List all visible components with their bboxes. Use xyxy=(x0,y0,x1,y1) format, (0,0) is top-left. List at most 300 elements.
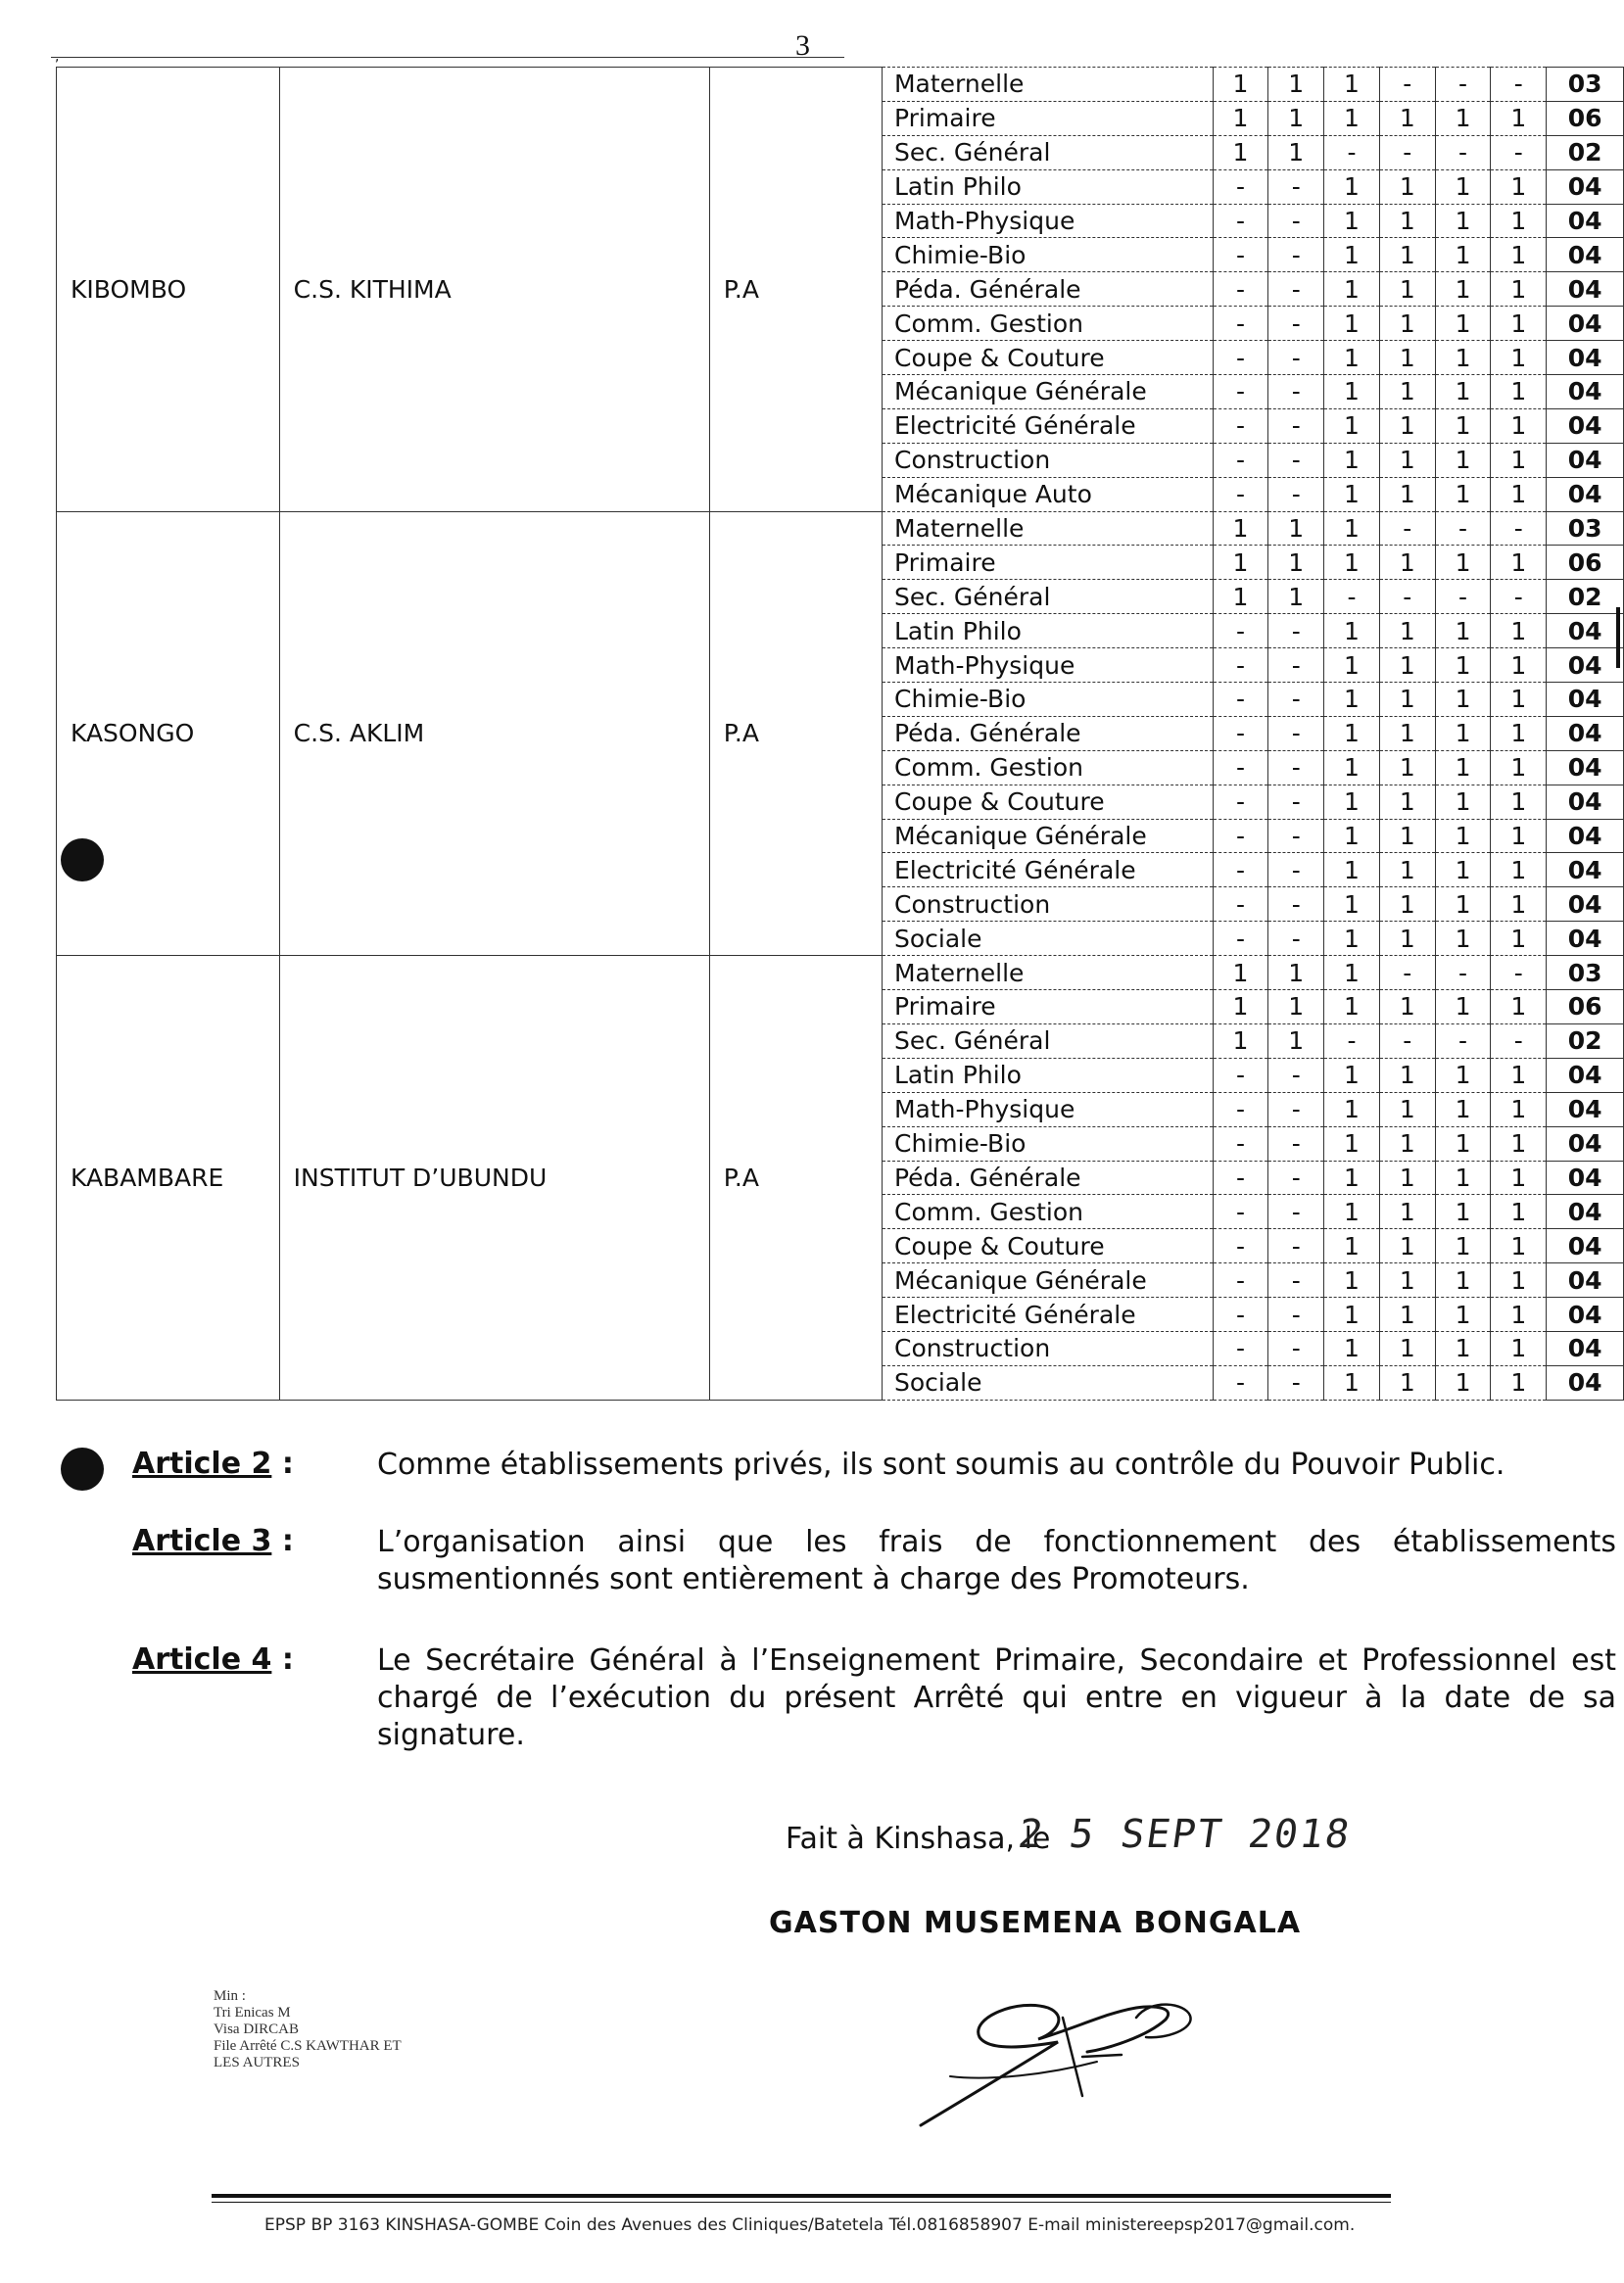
class-count-cell: 1 xyxy=(1491,101,1547,135)
table-row xyxy=(57,511,1624,546)
class-count-cell: 1 xyxy=(1324,101,1380,135)
handwritten-signature xyxy=(911,1959,1234,2135)
option-cell: Mécanique Auto xyxy=(882,477,1213,511)
class-count-cell: 1 xyxy=(1491,819,1547,853)
class-count-cell: 1 xyxy=(1491,1263,1547,1298)
class-count-cell: 1 xyxy=(1491,1092,1547,1126)
class-count-cell: 1 xyxy=(1435,1263,1491,1298)
class-count-cell: 1 xyxy=(1435,990,1491,1024)
class-count-cell: 1 xyxy=(1435,750,1491,785)
class-count-cell: - xyxy=(1213,614,1268,648)
class-count-cell: 1 xyxy=(1379,683,1435,717)
class-count-cell: 1 xyxy=(1435,1092,1491,1126)
class-count-cell: 1 xyxy=(1491,1195,1547,1229)
class-count-cell: 1 xyxy=(1324,1058,1380,1092)
article-label xyxy=(132,1524,367,1558)
class-count-cell: 1 xyxy=(1324,169,1380,204)
class-count-cell: - xyxy=(1268,887,1324,922)
class-count-cell: 1 xyxy=(1379,1298,1435,1332)
total-cell: 06 xyxy=(1547,101,1624,135)
class-count-cell: - xyxy=(1379,511,1435,546)
class-count-cell: 1 xyxy=(1324,785,1380,819)
class-count-cell: 1 xyxy=(1324,1126,1380,1161)
article-label-text: Article 4 xyxy=(132,1642,272,1677)
option-cell: Maternelle xyxy=(882,956,1213,990)
option-cell: Latin Philo xyxy=(882,1058,1213,1092)
class-count-cell: - xyxy=(1213,1058,1268,1092)
option-cell: Construction xyxy=(882,1331,1213,1365)
signoff-place: Fait à Kinshasa, le xyxy=(786,1822,1051,1856)
class-count-cell: - xyxy=(1268,1263,1324,1298)
class-count-cell: 1 xyxy=(1268,956,1324,990)
total-cell: 02 xyxy=(1547,580,1624,614)
class-count-cell: 1 xyxy=(1435,1229,1491,1263)
class-count-cell: 1 xyxy=(1213,68,1268,102)
total-cell: 04 xyxy=(1547,204,1624,238)
class-count-cell: 1 xyxy=(1491,204,1547,238)
class-count-cell: 1 xyxy=(1379,922,1435,956)
total-cell: 04 xyxy=(1547,1229,1624,1263)
class-count-cell: - xyxy=(1213,1331,1268,1365)
routing-line: File Arrêté C.S KAWTHAR ET xyxy=(214,2038,402,2054)
total-cell: 03 xyxy=(1547,68,1624,102)
class-count-cell: - xyxy=(1268,307,1324,341)
school-cell: C.S. AKLIM xyxy=(279,511,709,956)
option-cell: Sec. Général xyxy=(882,580,1213,614)
class-count-cell: 1 xyxy=(1324,1092,1380,1126)
option-cell: Sec. Général xyxy=(882,135,1213,169)
class-count-cell: - xyxy=(1213,238,1268,272)
status-cell: P.A xyxy=(709,68,882,512)
total-cell: 04 xyxy=(1547,819,1624,853)
class-count-cell: 1 xyxy=(1379,169,1435,204)
class-count-cell: 1 xyxy=(1324,922,1380,956)
total-cell: 04 xyxy=(1547,1058,1624,1092)
page-number: 3 xyxy=(795,29,810,62)
class-count-cell: 1 xyxy=(1491,1229,1547,1263)
class-count-cell: 1 xyxy=(1491,1058,1547,1092)
class-count-cell: 1 xyxy=(1324,511,1380,546)
class-count-cell: - xyxy=(1268,443,1324,477)
class-count-cell: 1 xyxy=(1379,853,1435,887)
total-cell: 03 xyxy=(1547,956,1624,990)
class-count-cell: - xyxy=(1213,1229,1268,1263)
class-count-cell: 1 xyxy=(1435,375,1491,409)
option-cell: Coupe & Couture xyxy=(882,785,1213,819)
class-count-cell: 1 xyxy=(1379,750,1435,785)
class-count-cell: 1 xyxy=(1435,1195,1491,1229)
class-count-cell: 1 xyxy=(1379,272,1435,307)
location-cell: KIBOMBO xyxy=(57,68,280,512)
class-count-cell: - xyxy=(1268,238,1324,272)
class-count-cell: 1 xyxy=(1379,1229,1435,1263)
class-count-cell: 1 xyxy=(1379,443,1435,477)
class-count-cell: 1 xyxy=(1491,546,1547,580)
class-count-cell: 1 xyxy=(1435,443,1491,477)
class-count-cell: - xyxy=(1213,648,1268,683)
class-count-cell: - xyxy=(1435,580,1491,614)
class-count-cell: 1 xyxy=(1435,238,1491,272)
class-count-cell: 1 xyxy=(1435,648,1491,683)
class-count-cell: 1 xyxy=(1324,990,1380,1024)
class-count-cell: - xyxy=(1213,307,1268,341)
class-count-cell: 1 xyxy=(1491,238,1547,272)
total-cell: 04 xyxy=(1547,238,1624,272)
option-cell: Primaire xyxy=(882,990,1213,1024)
class-count-cell: 1 xyxy=(1435,614,1491,648)
class-count-cell: 1 xyxy=(1491,716,1547,750)
school-cell: INSTITUT D’UBUNDU xyxy=(279,956,709,1401)
class-count-cell: - xyxy=(1435,1023,1491,1058)
class-count-cell: 1 xyxy=(1435,853,1491,887)
total-cell: 04 xyxy=(1547,408,1624,443)
class-count-cell: 1 xyxy=(1324,887,1380,922)
class-count-cell: 1 xyxy=(1435,272,1491,307)
option-cell: Math-Physique xyxy=(882,204,1213,238)
total-cell: 04 xyxy=(1547,1331,1624,1365)
class-count-cell: 1 xyxy=(1324,1229,1380,1263)
option-cell: Comm. Gestion xyxy=(882,750,1213,785)
class-count-cell: - xyxy=(1491,1023,1547,1058)
routing-line: LES AUTRES xyxy=(214,2055,300,2070)
class-count-cell: - xyxy=(1213,272,1268,307)
class-count-cell: 1 xyxy=(1379,1365,1435,1400)
footer-rule xyxy=(212,2194,1391,2198)
class-count-cell: 1 xyxy=(1324,819,1380,853)
class-count-cell: - xyxy=(1213,1365,1268,1400)
class-count-cell: 1 xyxy=(1324,307,1380,341)
option-cell: Chimie-Bio xyxy=(882,238,1213,272)
class-count-cell: 1 xyxy=(1435,1126,1491,1161)
class-count-cell: 1 xyxy=(1268,580,1324,614)
class-count-cell: 1 xyxy=(1435,887,1491,922)
class-count-cell: - xyxy=(1491,68,1547,102)
option-cell: Sociale xyxy=(882,1365,1213,1400)
establishments-table-body xyxy=(57,68,1624,1401)
option-cell: Sociale xyxy=(882,922,1213,956)
article-label-separator: : xyxy=(281,1524,294,1558)
total-cell: 04 xyxy=(1547,648,1624,683)
class-count-cell: - xyxy=(1213,853,1268,887)
class-count-cell: 1 xyxy=(1491,750,1547,785)
option-cell: Péda. Générale xyxy=(882,272,1213,307)
total-cell: 06 xyxy=(1547,546,1624,580)
class-count-cell: 1 xyxy=(1379,990,1435,1024)
class-count-cell: 1 xyxy=(1324,1331,1380,1365)
class-count-cell: - xyxy=(1213,683,1268,717)
class-count-cell: - xyxy=(1268,1058,1324,1092)
class-count-cell: - xyxy=(1268,750,1324,785)
class-count-cell: 1 xyxy=(1268,511,1324,546)
class-count-cell: - xyxy=(1213,1195,1268,1229)
article-label-text: Article 3 xyxy=(132,1524,272,1558)
class-count-cell: - xyxy=(1379,68,1435,102)
class-count-cell: 1 xyxy=(1491,307,1547,341)
class-count-cell: - xyxy=(1268,1092,1324,1126)
total-cell: 04 xyxy=(1547,922,1624,956)
class-count-cell: - xyxy=(1379,956,1435,990)
class-count-cell: 1 xyxy=(1491,853,1547,887)
option-cell: Electricité Générale xyxy=(882,408,1213,443)
total-cell: 04 xyxy=(1547,1161,1624,1195)
class-count-cell: 1 xyxy=(1324,204,1380,238)
class-count-cell: 1 xyxy=(1491,1161,1547,1195)
class-count-cell: 1 xyxy=(1379,375,1435,409)
total-cell: 04 xyxy=(1547,614,1624,648)
class-count-cell: - xyxy=(1268,853,1324,887)
article-text: Le Secrétaire Général à l’Enseignement Primaire, Secondaire et Professionnel est chargé de l’exécution du présent Arrêté qui entre en vigueur à la date de sa signature. xyxy=(377,1643,1616,1752)
option-cell: Primaire xyxy=(882,546,1213,580)
routing-note xyxy=(214,1988,402,2071)
class-count-cell: - xyxy=(1213,341,1268,375)
punch-hole-dot xyxy=(61,1448,104,1491)
corner-tick-mark: , xyxy=(55,49,60,65)
class-count-cell: 1 xyxy=(1491,477,1547,511)
class-count-cell: 1 xyxy=(1491,341,1547,375)
class-count-cell: 1 xyxy=(1324,614,1380,648)
option-cell: Mécanique Générale xyxy=(882,375,1213,409)
class-count-cell: - xyxy=(1213,1126,1268,1161)
class-count-cell: - xyxy=(1435,135,1491,169)
class-count-cell: 1 xyxy=(1213,511,1268,546)
total-cell: 04 xyxy=(1547,1126,1624,1161)
class-count-cell: 1 xyxy=(1379,101,1435,135)
class-count-cell: 1 xyxy=(1379,1331,1435,1365)
class-count-cell: 1 xyxy=(1491,683,1547,717)
class-count-cell: 1 xyxy=(1324,648,1380,683)
class-count-cell: 1 xyxy=(1324,1263,1380,1298)
total-cell: 04 xyxy=(1547,1298,1624,1332)
class-count-cell: 1 xyxy=(1379,546,1435,580)
article-label xyxy=(132,1642,367,1677)
class-count-cell: - xyxy=(1268,408,1324,443)
option-cell: Péda. Générale xyxy=(882,716,1213,750)
class-count-cell: 1 xyxy=(1379,238,1435,272)
class-count-cell: - xyxy=(1213,819,1268,853)
class-count-cell: - xyxy=(1268,1161,1324,1195)
article-label-text: Article 2 xyxy=(132,1447,272,1481)
class-count-cell: 1 xyxy=(1491,169,1547,204)
class-count-cell: 1 xyxy=(1379,648,1435,683)
class-count-cell: 1 xyxy=(1213,135,1268,169)
class-count-cell: 1 xyxy=(1324,238,1380,272)
class-count-cell: 1 xyxy=(1379,307,1435,341)
class-count-cell: 1 xyxy=(1435,204,1491,238)
class-count-cell: 1 xyxy=(1324,956,1380,990)
class-count-cell: 1 xyxy=(1435,546,1491,580)
class-count-cell: - xyxy=(1268,819,1324,853)
class-count-cell: 1 xyxy=(1435,819,1491,853)
routing-line: Visa DIRCAB xyxy=(214,2021,300,2037)
establishments-table xyxy=(56,67,1624,1401)
class-count-cell: 1 xyxy=(1435,408,1491,443)
option-cell: Chimie-Bio xyxy=(882,1126,1213,1161)
total-cell: 04 xyxy=(1547,375,1624,409)
class-count-cell: 1 xyxy=(1213,1023,1268,1058)
total-cell: 04 xyxy=(1547,1365,1624,1400)
total-cell: 04 xyxy=(1547,1092,1624,1126)
class-count-cell: 1 xyxy=(1491,990,1547,1024)
signer-name: GASTON MUSEMENA BONGALA xyxy=(769,1906,1302,1940)
total-cell: 04 xyxy=(1547,1195,1624,1229)
class-count-cell: - xyxy=(1491,956,1547,990)
class-count-cell: 1 xyxy=(1435,785,1491,819)
article-label-separator: : xyxy=(281,1642,294,1677)
edge-mark xyxy=(1616,607,1620,668)
class-count-cell: 1 xyxy=(1324,1298,1380,1332)
class-count-cell: 1 xyxy=(1435,683,1491,717)
class-count-cell: - xyxy=(1213,204,1268,238)
date-stamp: 2 5 SEPT 2018 xyxy=(1015,1812,1355,1857)
article-label-separator: : xyxy=(281,1447,294,1481)
class-count-cell: - xyxy=(1268,922,1324,956)
class-count-cell: 1 xyxy=(1435,716,1491,750)
total-cell: 03 xyxy=(1547,511,1624,546)
class-count-cell: 1 xyxy=(1379,1195,1435,1229)
class-count-cell: 1 xyxy=(1435,169,1491,204)
class-count-cell: 1 xyxy=(1324,443,1380,477)
class-count-cell: 1 xyxy=(1324,1365,1380,1400)
class-count-cell: - xyxy=(1213,1161,1268,1195)
class-count-cell: - xyxy=(1491,135,1547,169)
class-count-cell: 1 xyxy=(1379,614,1435,648)
option-cell: Mécanique Générale xyxy=(882,1263,1213,1298)
total-cell: 02 xyxy=(1547,1023,1624,1058)
article-text: L’organisation ainsi que les frais de fonctionnement des établissements susmentionnés sont entièrement à charge des Promoteurs. xyxy=(377,1525,1616,1596)
routing-line: Tri Enicas M xyxy=(214,2005,291,2021)
table-row xyxy=(57,68,1624,102)
class-count-cell: 1 xyxy=(1491,443,1547,477)
class-count-cell: - xyxy=(1268,1229,1324,1263)
class-count-cell: 1 xyxy=(1268,135,1324,169)
class-count-cell: 1 xyxy=(1324,1195,1380,1229)
class-count-cell: - xyxy=(1268,272,1324,307)
class-count-cell: - xyxy=(1379,1023,1435,1058)
total-cell: 04 xyxy=(1547,307,1624,341)
option-cell: Coupe & Couture xyxy=(882,341,1213,375)
class-count-cell: 1 xyxy=(1268,68,1324,102)
class-count-cell: 1 xyxy=(1435,477,1491,511)
class-count-cell: 1 xyxy=(1379,1092,1435,1126)
class-count-cell: - xyxy=(1213,375,1268,409)
class-count-cell: - xyxy=(1435,511,1491,546)
option-cell: Construction xyxy=(882,443,1213,477)
top-rule xyxy=(51,57,844,58)
total-cell: 04 xyxy=(1547,853,1624,887)
class-count-cell: - xyxy=(1268,477,1324,511)
class-count-cell: - xyxy=(1213,169,1268,204)
class-count-cell: 1 xyxy=(1213,546,1268,580)
class-count-cell: 1 xyxy=(1491,614,1547,648)
class-count-cell: - xyxy=(1213,750,1268,785)
class-count-cell: - xyxy=(1268,169,1324,204)
class-count-cell: 1 xyxy=(1379,819,1435,853)
class-count-cell: 1 xyxy=(1435,1298,1491,1332)
class-count-cell: - xyxy=(1268,1126,1324,1161)
class-count-cell: - xyxy=(1268,1195,1324,1229)
class-count-cell: 1 xyxy=(1491,922,1547,956)
class-count-cell: - xyxy=(1268,1298,1324,1332)
option-cell: Latin Philo xyxy=(882,614,1213,648)
footer-rule xyxy=(212,2202,1391,2203)
class-count-cell: 1 xyxy=(1435,922,1491,956)
option-cell: Electricité Générale xyxy=(882,853,1213,887)
class-count-cell: 1 xyxy=(1379,204,1435,238)
class-count-cell: 1 xyxy=(1324,716,1380,750)
total-cell: 04 xyxy=(1547,683,1624,717)
class-count-cell: - xyxy=(1268,341,1324,375)
option-cell: Construction xyxy=(882,887,1213,922)
footer-address: EPSP BP 3163 KINSHASA-GOMBE Coin des Avenues des Cliniques/Batetela Tél.0816858907 E-mail ministereepsp2017@gmail.com. xyxy=(264,2215,1356,2235)
total-cell: 04 xyxy=(1547,887,1624,922)
option-cell: Coupe & Couture xyxy=(882,1229,1213,1263)
class-count-cell: 1 xyxy=(1379,1058,1435,1092)
class-count-cell: - xyxy=(1213,887,1268,922)
option-cell: Comm. Gestion xyxy=(882,307,1213,341)
class-count-cell: - xyxy=(1268,648,1324,683)
class-count-cell: 1 xyxy=(1379,716,1435,750)
option-cell: Math-Physique xyxy=(882,648,1213,683)
class-count-cell: - xyxy=(1268,785,1324,819)
class-count-cell: - xyxy=(1213,443,1268,477)
class-count-cell: 1 xyxy=(1491,887,1547,922)
article-text: Comme établissements privés, ils sont soumis au contrôle du Pouvoir Public. xyxy=(377,1448,1505,1482)
total-cell: 04 xyxy=(1547,716,1624,750)
class-count-cell: 1 xyxy=(1324,68,1380,102)
total-cell: 04 xyxy=(1547,785,1624,819)
class-count-cell: 1 xyxy=(1213,101,1268,135)
class-count-cell: 1 xyxy=(1324,375,1380,409)
class-count-cell: - xyxy=(1324,580,1380,614)
option-cell: Mécanique Générale xyxy=(882,819,1213,853)
class-count-cell: 1 xyxy=(1213,956,1268,990)
location-cell: KABAMBARE xyxy=(57,956,280,1401)
class-count-cell: - xyxy=(1379,580,1435,614)
total-cell: 04 xyxy=(1547,443,1624,477)
class-count-cell: 1 xyxy=(1491,408,1547,443)
class-count-cell: - xyxy=(1213,1298,1268,1332)
option-cell: Péda. Générale xyxy=(882,1161,1213,1195)
total-cell: 04 xyxy=(1547,1263,1624,1298)
option-cell: Latin Philo xyxy=(882,169,1213,204)
total-cell: 04 xyxy=(1547,341,1624,375)
class-count-cell: 1 xyxy=(1379,341,1435,375)
class-count-cell: 1 xyxy=(1213,990,1268,1024)
class-count-cell: - xyxy=(1213,477,1268,511)
class-count-cell: 1 xyxy=(1379,1263,1435,1298)
class-count-cell: 1 xyxy=(1324,272,1380,307)
class-count-cell: 1 xyxy=(1379,1161,1435,1195)
class-count-cell: - xyxy=(1435,956,1491,990)
class-count-cell: - xyxy=(1324,135,1380,169)
class-count-cell: - xyxy=(1268,683,1324,717)
option-cell: Sec. Général xyxy=(882,1023,1213,1058)
class-count-cell: 1 xyxy=(1379,477,1435,511)
class-count-cell: - xyxy=(1491,580,1547,614)
class-count-cell: - xyxy=(1435,68,1491,102)
class-count-cell: - xyxy=(1213,785,1268,819)
class-count-cell: 1 xyxy=(1379,408,1435,443)
class-count-cell: 1 xyxy=(1491,648,1547,683)
option-cell: Primaire xyxy=(882,101,1213,135)
status-cell: P.A xyxy=(709,956,882,1401)
class-count-cell: - xyxy=(1268,375,1324,409)
class-count-cell: 1 xyxy=(1268,1023,1324,1058)
location-cell: KASONGO xyxy=(57,511,280,956)
class-count-cell: 1 xyxy=(1491,1331,1547,1365)
total-cell: 04 xyxy=(1547,169,1624,204)
class-count-cell: - xyxy=(1268,204,1324,238)
